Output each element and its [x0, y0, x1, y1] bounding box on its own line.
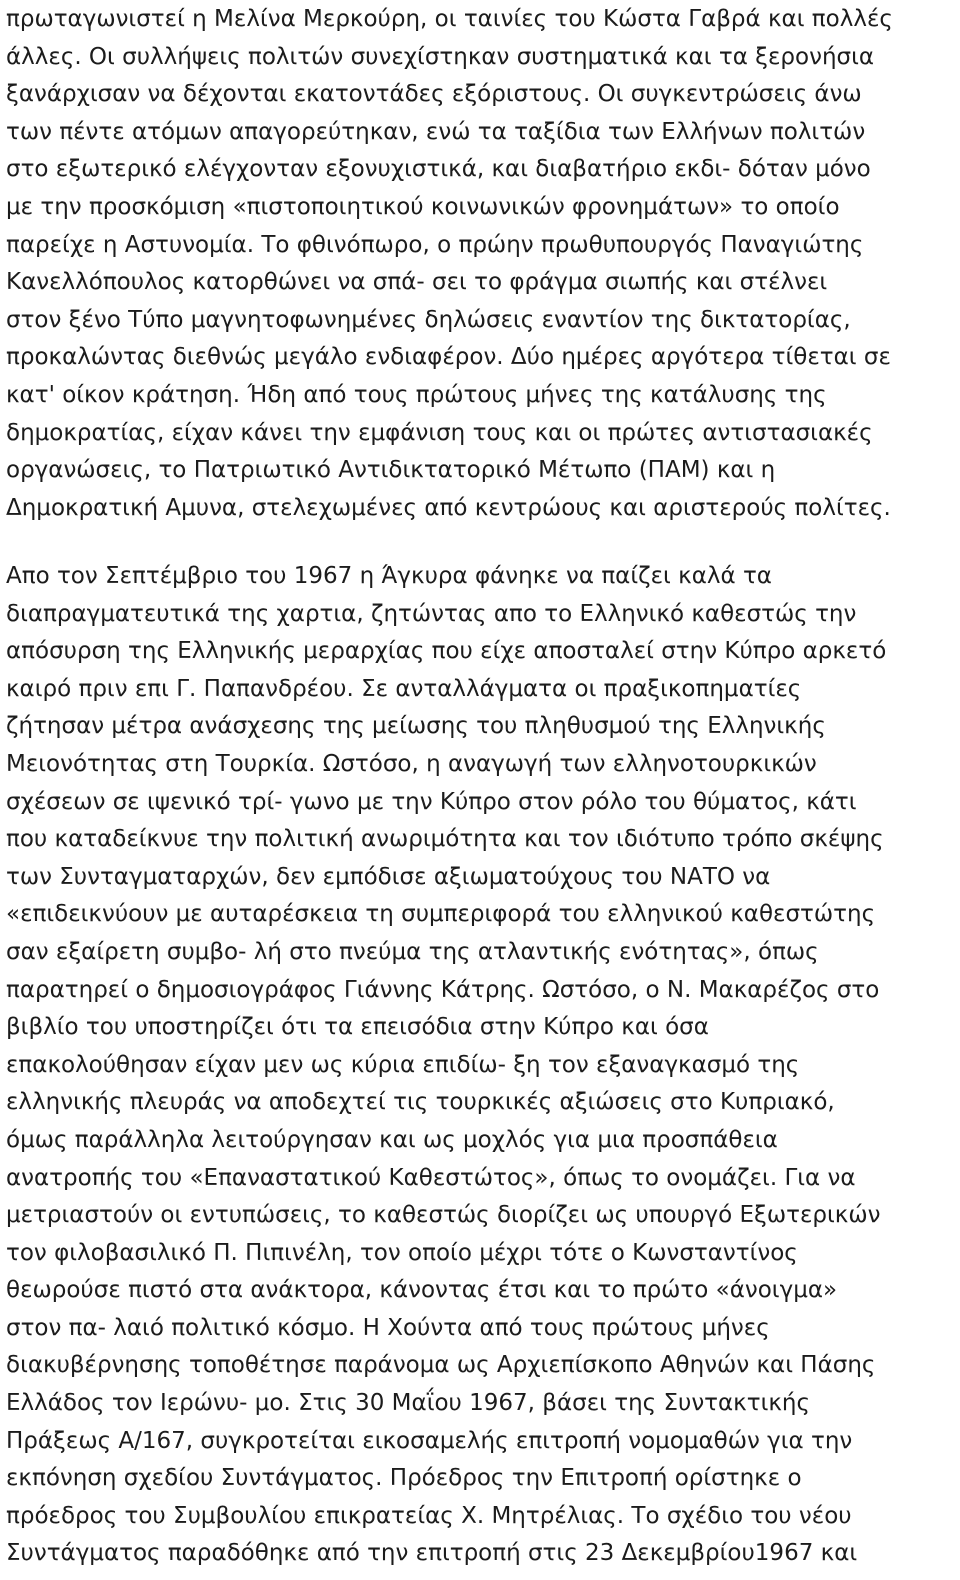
text-line: Πράξεως Α/167, συγκροτείται εικοσαμελής επιτροπή νομομαθών για την — [6, 1427, 853, 1454]
text-line: τον φιλοβασιλικό Π. Πιπινέλη, τον οποίο μέχρι τότε ο Κωνσταντίνος — [6, 1239, 798, 1266]
text-line: των Συνταγματαρχών, δεν εμπόδισε αξιωματούχους του ΝΑΤΟ να — [6, 863, 771, 890]
text-line: κατ' οίκον κράτηση. Ήδη από τους πρώτους μήνες της κατάλυσης της — [6, 381, 827, 408]
text-line: Μειονότητας στη Τουρκία. Ωστόσο, η αναγωγή των ελληνοτουρκικών — [6, 750, 817, 777]
text-line: προκαλώντας διεθνώς μεγάλο ενδιαφέρον. Δύο ημέρες αργότερα τίθεται σε — [6, 344, 891, 371]
text-line: με την προσκόμιση «πιστοποιητικού κοινωνικών φρονημάτων» το οποίο — [6, 193, 840, 220]
text-line: ζήτησαν μέτρα ανάσχεσης της μείωσης του πληθυσμού της Ελληνικής — [6, 713, 826, 740]
text-line: πρόεδρος του Συμβουλίου επικρατείας Χ. Μητρέλιας. Το σχέδιο του νέου — [6, 1502, 852, 1529]
text-line: ελληνικής πλευράς να αποδεχτεί τις τουρκικές αξιώσεις στο Κυπριακό, — [6, 1089, 835, 1116]
text-line: πρωταγωνιστεί η Μελίνα Μερκούρη, οι ταινίες του Κώστα Γαβρά και πολλές — [6, 6, 893, 32]
text-line: παρείχε η Αστυνομία. Το φθινόπωρο, ο πρώην πρωθυπουργός Παναγιώτης — [6, 231, 864, 258]
text-line: καιρό πριν επι Γ. Παπανδρέου. Σε ανταλλάγματα οι πραξικοπηματίες — [6, 675, 802, 702]
text-line: θεωρούσε πιστό στα ανάκτορα, κάνοντας έτσι και το πρώτο «άνοιγμα» — [6, 1277, 838, 1304]
text-line: απόσυρση της Ελληνικής μεραρχίας που είχε αποσταλεί στην Κύπρο αρκετό — [6, 638, 887, 665]
text-line: διαπραγματευτικά της χαρτια, ζητώντας απο το Ελληνικό καθεστώς την — [6, 600, 857, 627]
text-line: Κανελλόπουλος κατορθώνει να σπά- σει το φράγμα σιωπής και στέλνει — [6, 269, 828, 296]
text-line: που καταδείκνυε την πολιτική ανωριμότητα και τον ιδιότυπο τρόπο σκέψης — [6, 826, 884, 853]
text-line: δημοκρατίας, είχαν κάνει την εμφάνιση τους και οι πρώτες αντιστασιακές — [6, 419, 873, 446]
text-line: διακυβέρνησης τοποθέτησε παράνομα ως Αρχιεπίσκοπο Αθηνών και Πάσης — [6, 1352, 876, 1379]
text-line: των πέντε ατόμων απαγορεύτηκαν, ενώ τα ταξίδια των Ελλήνων πολιτών — [6, 118, 866, 145]
text-line: σχέσεων σε ιψενικό τρί- γωνο με την Κύπρο στον ρόλο του θύματος, κάτι — [6, 788, 857, 815]
paragraph-2 — [6, 558, 886, 1573]
text-line: παρατηρεί ο δημοσιογράφος Γιάννης Κάτρης. Ωστόσο, ο Ν. Μακαρέζος στο — [6, 976, 880, 1003]
text-line: βιβλίο του υποστηρίζει ότι τα επεισόδια στην Κύπρο και όσα — [6, 1014, 709, 1041]
text-line: εκπόνηση σχεδίου Συντάγματος. Πρόεδρος την Επιτροπή ορίστηκε ο — [6, 1465, 802, 1492]
text-line: οργανώσεις, το Πατριωτικό Αντιδικτατορικό Μέτωπο (ΠΑΜ) και η — [6, 457, 776, 484]
paragraph-1 — [6, 1, 893, 527]
text-line: Συντάγματος παραδόθηκε από την επιτροπή στις 23 Δεκεμβρίου1967 και — [6, 1540, 858, 1567]
text-line: Ελλάδος τον Ιερώνυ- μο. Στις 30 Μαΐου 1967, βάσει της Συντακτικής — [6, 1390, 810, 1417]
text-line: «επιδεικνύουν με αυταρέσκεια τη συμπεριφορά του ελληνικού καθεστώτης — [6, 901, 876, 928]
text-line: μετριαστούν οι εντυπώσεις, το καθεστώς διορίζει ως υπουργό Εξωτερικών — [6, 1202, 881, 1229]
text-line: άλλες. Οι συλλήψεις πολιτών συνεχίστηκαν συστηματικά και τα ξερονήσια — [6, 43, 875, 70]
text-line: επακολούθησαν είχαν μεν ως κύρια επιδίω- ξη τον εξαναγκασμό της — [6, 1051, 800, 1078]
text-line: σαν εξαίρετη συμβο- λή στο πνεύμα της ατλαντικής ενότητας», όπως — [6, 938, 819, 965]
text-line: στο εξωτερικό ελέγχονταν εξονυχιστικά, και διαβατήριο εκδι- δόταν μόνο — [6, 156, 871, 183]
text-line: ξανάρχισαν να δέχονται εκατοντάδες εξόριστους. Οι συγκεντρώσεις άνω — [6, 81, 862, 108]
text-line: Απο τον Σεπτέμβριο του 1967 η Άγκυρα φάνηκε να παίζει καλά τα — [6, 563, 772, 589]
text-line: όμως παράλληλα λειτούργησαν και ως μοχλός για μια προσπάθεια — [6, 1126, 778, 1153]
text-line: ανατροπής του «Επαναστατικού Καθεστώτος», όπως το ονομάζει. Για να — [6, 1164, 856, 1191]
text-line: στον ξένο Τύπο μαγνητοφωνημένες δηλώσεις εναντίον της δικτατορίας, — [6, 306, 851, 333]
text-line: Δημοκρατική Αμυνα, στελεχωμένες από κεντρώους και αριστερούς πολίτες. — [6, 494, 891, 521]
text-line: στον πα- λαιό πολιτικό κόσμο. Η Χούντα από τους πρώτους μήνες — [6, 1314, 770, 1341]
